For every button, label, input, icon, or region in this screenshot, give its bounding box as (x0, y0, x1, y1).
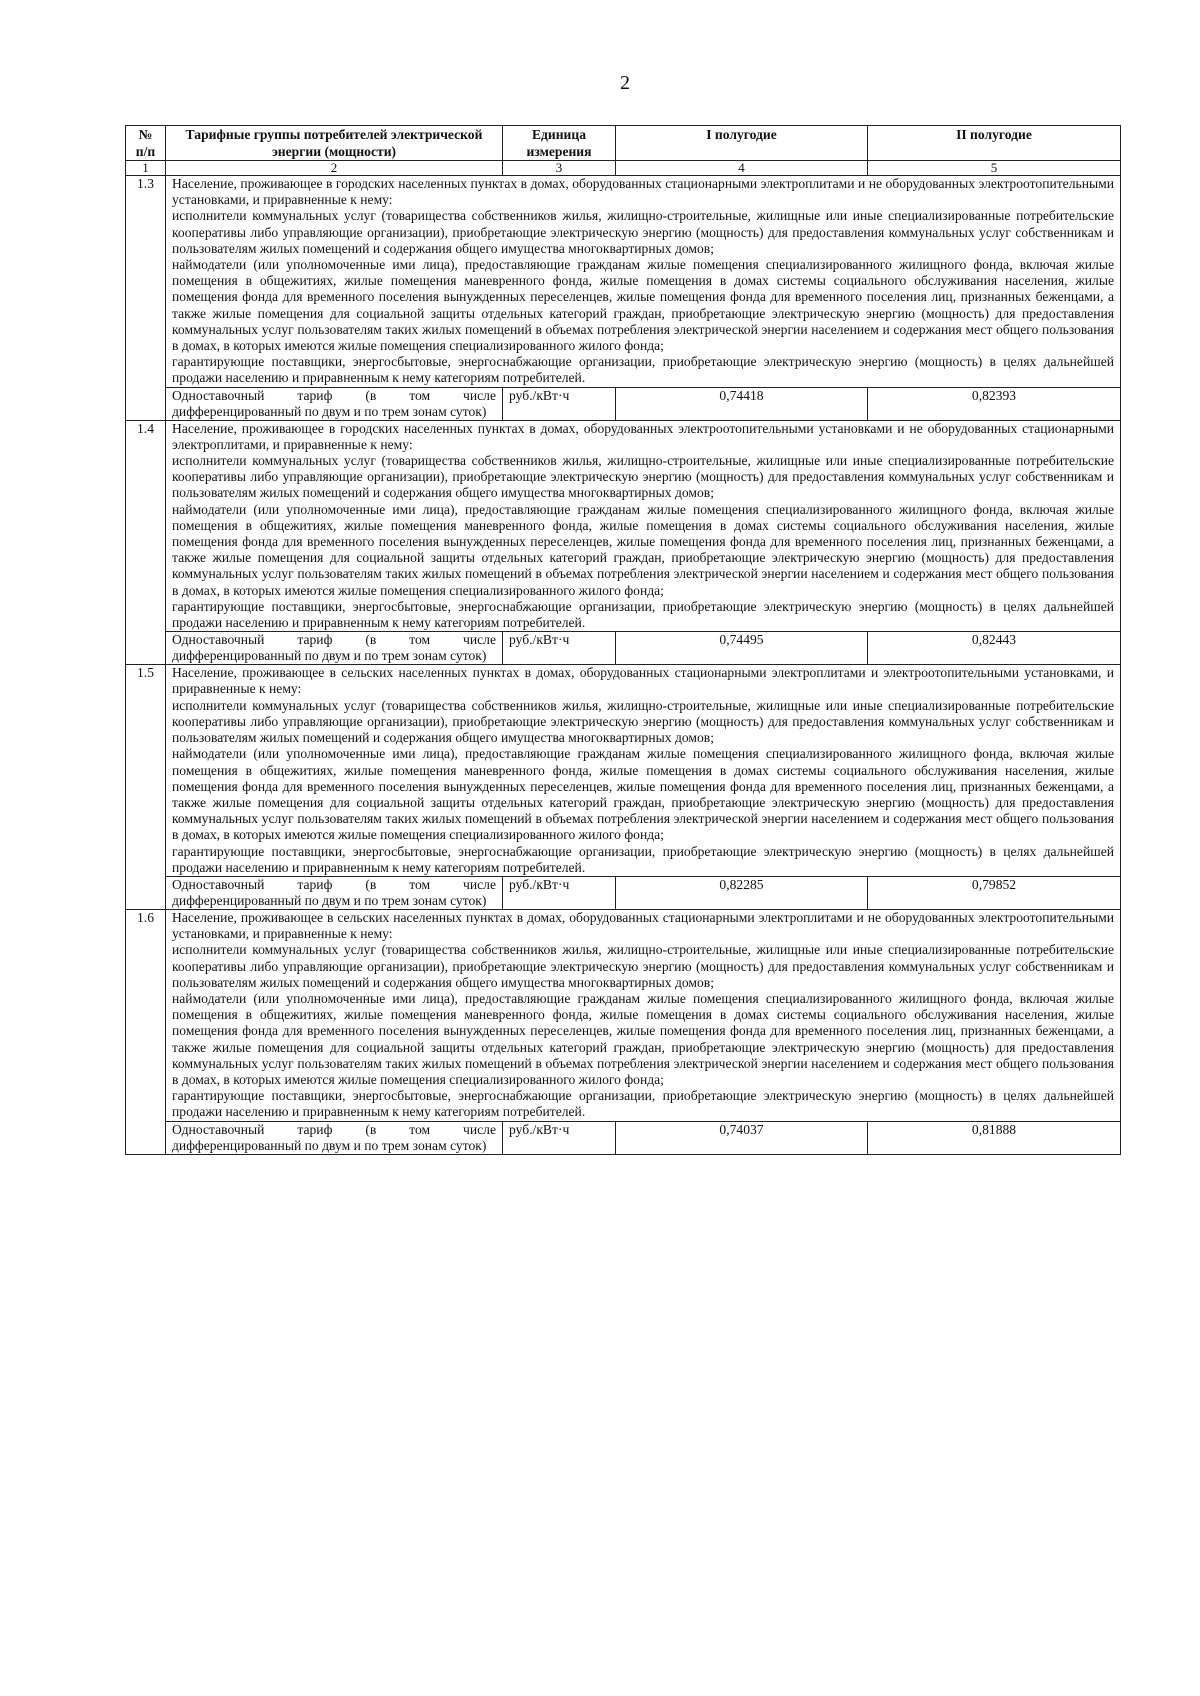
tariff-name: Одноставочный тариф (в том числе дифференцированный по двум и по трем зонам суток) (166, 632, 503, 665)
header-num: № п/п (126, 126, 166, 161)
header-second-half: II полугодие (868, 126, 1121, 161)
tariff-row (126, 1121, 1121, 1154)
column-index: 2 (166, 161, 503, 176)
second-half-value: 0,82443 (868, 632, 1121, 665)
description-paragraph: Население, проживающее в сельских населенных пунктах в домах, оборудованных стационарными электроплитами и не оборудованных электроотопительными установками, и приравненные к нему: (172, 909, 1114, 942)
column-index: 4 (616, 161, 868, 176)
tariff-table (125, 125, 1121, 1155)
header-first-half: I полугодие (616, 126, 868, 161)
description-paragraph: наймодатели (или уполномоченные ими лица), предоставляющие гражданам жилые помещения специализированного жилищного фонда, включая жилые помещения в общежитиях, жилые помещения маневренного фонда, жилые помещения в домах системы социального обслуживания населения, жилые помещения фонда для временного поселения вынужденных переселенцев, жилые помещения фонда для временного поселения лиц, признанных беженцами, а также жилые помещения для социальной защиты отдельных категорий граждан, приобретающие электрическую энергию (мощность) для предоставления коммунальных услуг пользователям таких жилых помещений в объемах потребления электрической энергии населением и содержания мест общего пользования в домах, в которых имеются жилые помещения специализированного жилого фонда; (172, 746, 1114, 843)
tariff-name: Одноставочный тариф (в том числе дифференцированный по двум и по трем зонам суток) (166, 1121, 503, 1154)
description-paragraph: наймодатели (или уполномоченные ими лица), предоставляющие гражданам жилые помещения специализированного жилищного фонда, включая жилые помещения в общежитиях, жилые помещения маневренного фонда, жилые помещения в домах системы социального обслуживания населения, жилые помещения фонда для временного поселения вынужденных переселенцев, жилые помещения фонда для временного поселения лиц, признанных беженцами, а также жилые помещения для социальной защиты отдельных категорий граждан, приобретающие электрическую энергию (мощность) для предоставления коммунальных услуг пользователям таких жилых помещений в объемах потребления электрической энергии населением и содержания мест общего пользования в домах, в которых имеются жилые помещения специализированного жилого фонда; (172, 257, 1114, 354)
section-number: 1.4 (126, 420, 166, 665)
first-half-value: 0,74495 (616, 632, 868, 665)
section-number: 1.3 (126, 176, 166, 421)
section-description (166, 909, 1121, 1121)
page-number: 2 (620, 72, 630, 94)
description-paragraph: Население, проживающее в городских населенных пунктах в домах, оборудованных электроотопительными установками и не оборудованных стационарными электроплитами, и приравненные к нему: (172, 420, 1114, 452)
description-paragraph: Население, проживающее в сельских населенных пунктах в домах, оборудованных стационарными электроплитами и электроотопительными установками, и приравненные к нему: (172, 665, 1114, 697)
second-half-value: 0,81888 (868, 1121, 1121, 1154)
header-unit: Единица измерения (503, 126, 616, 161)
header-row (126, 126, 1121, 161)
section-description-row (126, 176, 1121, 388)
section-description (166, 176, 1121, 388)
description-paragraph: наймодатели (или уполномоченные ими лица), предоставляющие гражданам жилые помещения специализированного жилищного фонда, включая жилые помещения в общежитиях, жилые помещения маневренного фонда, жилые помещения в домах системы социального обслуживания населения, жилые помещения фонда для временного поселения вынужденных переселенцев, жилые помещения фонда для временного поселения лиц, признанных беженцами, а также жилые помещения для социальной защиты отдельных категорий граждан, приобретающие электрическую энергию (мощность) для предоставления коммунальных услуг пользователям таких жилых помещений в объемах потребления электрической энергии населением и содержания мест общего пользования в домах, в которых имеются жилые помещения специализированного жилого фонда; (172, 501, 1114, 598)
section-description (166, 420, 1121, 632)
first-half-value: 0,74418 (616, 387, 868, 420)
description-paragraph: исполнители коммунальных услуг (товарищества собственников жилья, жилищно-строительные, жилищные или иные специализированные потребительские кооперативы либо управляющие организации), приобретающие электрическую энергию (мощность) для предоставления коммунальных услуг собственникам и пользователям жилых помещений и содержания общего имущества многоквартирных домов; (172, 942, 1114, 990)
description-paragraph: наймодатели (или уполномоченные ими лица), предоставляющие гражданам жилые помещения специализированного жилищного фонда, включая жилые помещения в общежитиях, жилые помещения маневренного фонда, жилые помещения в домах системы социального обслуживания населения, жилые помещения фонда для временного поселения вынужденных переселенцев, жилые помещения фонда для временного поселения лиц, признанных беженцами, а также жилые помещения для социальной защиты отдельных категорий граждан, приобретающие электрическую энергию (мощность) для предоставления коммунальных услуг пользователям таких жилых помещений в объемах потребления электрической энергии населением и содержания мест общего пользования в домах, в которых имеются жилые помещения специализированного жилого фонда; (172, 990, 1114, 1087)
second-half-value: 0,82393 (868, 387, 1121, 420)
tariff-row (126, 387, 1121, 420)
section-number: 1.5 (126, 665, 166, 910)
first-half-value: 0,74037 (616, 1121, 868, 1154)
column-index: 5 (868, 161, 1121, 176)
column-index: 1 (126, 161, 166, 176)
header-tariff-group: Тарифные группы потребителей электрической энергии (мощности) (166, 126, 503, 161)
second-half-value: 0,79852 (868, 876, 1121, 909)
description-paragraph: Население, проживающее в городских населенных пунктах в домах, оборудованных стационарными электроплитами и не оборудованных электроотопительными установками, и приравненные к нему: (172, 176, 1114, 208)
section-description (166, 665, 1121, 877)
description-paragraph: гарантирующие поставщики, энергосбытовые, энергоснабжающие организации, приобретающие электрическую энергию (мощность) в целях дальнейшей продажи населению и приравненным к нему категориям потребителей. (172, 598, 1114, 631)
description-paragraph: исполнители коммунальных услуг (товарищества собственников жилья, жилищно-строительные, жилищные или иные специализированные потребительские кооперативы либо управляющие организации), приобретающие электрическую энергию (мощность) для предоставления коммунальных услуг собственникам и пользователям жилых помещений и содержания общего имущества многоквартирных домов; (172, 453, 1114, 501)
description-paragraph: гарантирующие поставщики, энергосбытовые, энергоснабжающие организации, приобретающие электрическую энергию (мощность) в целях дальнейшей продажи населению и приравненным к нему категориям потребителей. (172, 1088, 1114, 1120)
description-paragraph: исполнители коммунальных услуг (товарищества собственников жилья, жилищно-строительные, жилищные или иные специализированные потребительские кооперативы либо управляющие организации), приобретающие электрическую энергию (мощность) для предоставления коммунальных услуг собственникам и пользователям жилых помещений и содержания общего имущества многоквартирных домов; (172, 697, 1114, 746)
section-description-row (126, 420, 1121, 632)
description-paragraph: гарантирующие поставщики, энергосбытовые, энергоснабжающие организации, приобретающие электрическую энергию (мощность) в целях дальнейшей продажи населению и приравненным к нему категориям потребителей. (172, 354, 1114, 386)
column-index: 3 (503, 161, 616, 176)
unit-cell: руб./кВт·ч (503, 632, 616, 665)
description-paragraph: исполнители коммунальных услуг (товарищества собственников жилья, жилищно-строительные, жилищные или иные специализированные потребительские кооперативы либо управляющие организации), приобретающие электрическую энергию (мощность) для предоставления коммунальных услуг собственникам и пользователям жилых помещений и содержания общего имущества многоквартирных домов; (172, 208, 1114, 256)
section-description-row (126, 909, 1121, 1121)
tariff-row (126, 632, 1121, 665)
sections-body (126, 176, 1121, 1155)
tariff-name: Одноставочный тариф (в том числе дифференцированный по двум и по трем зонам суток) (166, 387, 503, 420)
unit-cell: руб./кВт·ч (503, 1121, 616, 1154)
column-index-row (126, 161, 1121, 176)
section-description-row (126, 665, 1121, 877)
unit-cell: руб./кВт·ч (503, 387, 616, 420)
tariff-name: Одноставочный тариф (в том числе дифференцированный по двум и по трем зонам суток) (166, 876, 503, 909)
description-paragraph: гарантирующие поставщики, энергосбытовые, энергоснабжающие организации, приобретающие электрическую энергию (мощность) в целях дальнейшей продажи населению и приравненным к нему категориям потребителей. (172, 843, 1114, 875)
tariff-row (126, 876, 1121, 909)
first-half-value: 0,82285 (616, 876, 868, 909)
section-number: 1.6 (126, 909, 166, 1154)
unit-cell: руб./кВт·ч (503, 876, 616, 909)
